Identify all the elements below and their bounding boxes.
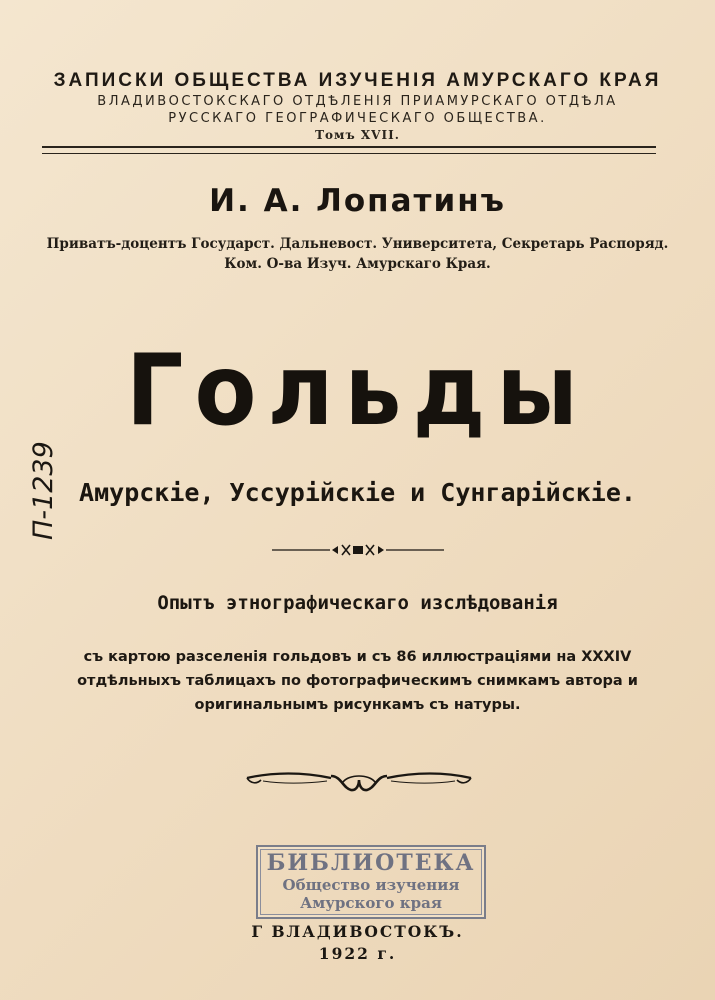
series-title: ЗАПИСКИ ОБЩЕСТВА ИЗУЧЕНІЯ АМУРСКАГО КРАЯ <box>53 70 662 91</box>
header-divider <box>42 146 656 154</box>
library-stamp <box>256 845 486 919</box>
description-line-2: отдѣльныхъ таблицахъ по фотографическимъ снимкамъ автора и <box>77 673 638 689</box>
series-line-1: ВЛАДИВОСТОКСКАГО ОТДѢЛЕНІЯ ПРИАМУРСКАГО ОТДѢЛА <box>97 94 618 109</box>
flourish-ornament-icon <box>243 764 475 796</box>
imprint-year: 1922 г. <box>318 944 397 963</box>
subtitle-research: Опытъ этнографическаго изслѣдованія <box>157 592 558 614</box>
author-affiliation-1: Приватъ-доцентъ Государст. Дальневост. Университета, Секретарь Распоряд. <box>46 236 669 252</box>
series-line-2: РУССКАГО ГЕОГРАФИЧЕСКАГО ОБЩЕСТВА. <box>168 111 547 126</box>
ornament-divider-icon <box>272 542 444 558</box>
stamp-line-3: Амурского края <box>300 894 442 912</box>
description-line-1: съ картою разселенія гольдовъ и съ 86 иллюстраціями на XXXIV <box>83 649 632 665</box>
imprint-city: Г ВЛАДИВОСТОКЪ. <box>251 922 464 941</box>
stamp-line-2: Общество изучения <box>282 876 460 894</box>
subtitle: Амурскіе, Уссурійскіе и Сунгарійскіе. <box>79 478 636 507</box>
shelf-mark: П-1239 <box>28 441 59 540</box>
stamp-line-1: БИБЛИОТЕКА <box>266 850 476 876</box>
volume-number: Томъ XVII. <box>315 128 400 142</box>
author-name: И. А. Лопатинъ <box>209 183 506 219</box>
author-affiliation-2: Ком. О-ва Изуч. Амурскаго Края. <box>224 256 491 272</box>
description-line-3: оригинальнымъ рисункамъ съ натуры. <box>194 697 521 713</box>
main-title: Гольды <box>125 334 590 448</box>
